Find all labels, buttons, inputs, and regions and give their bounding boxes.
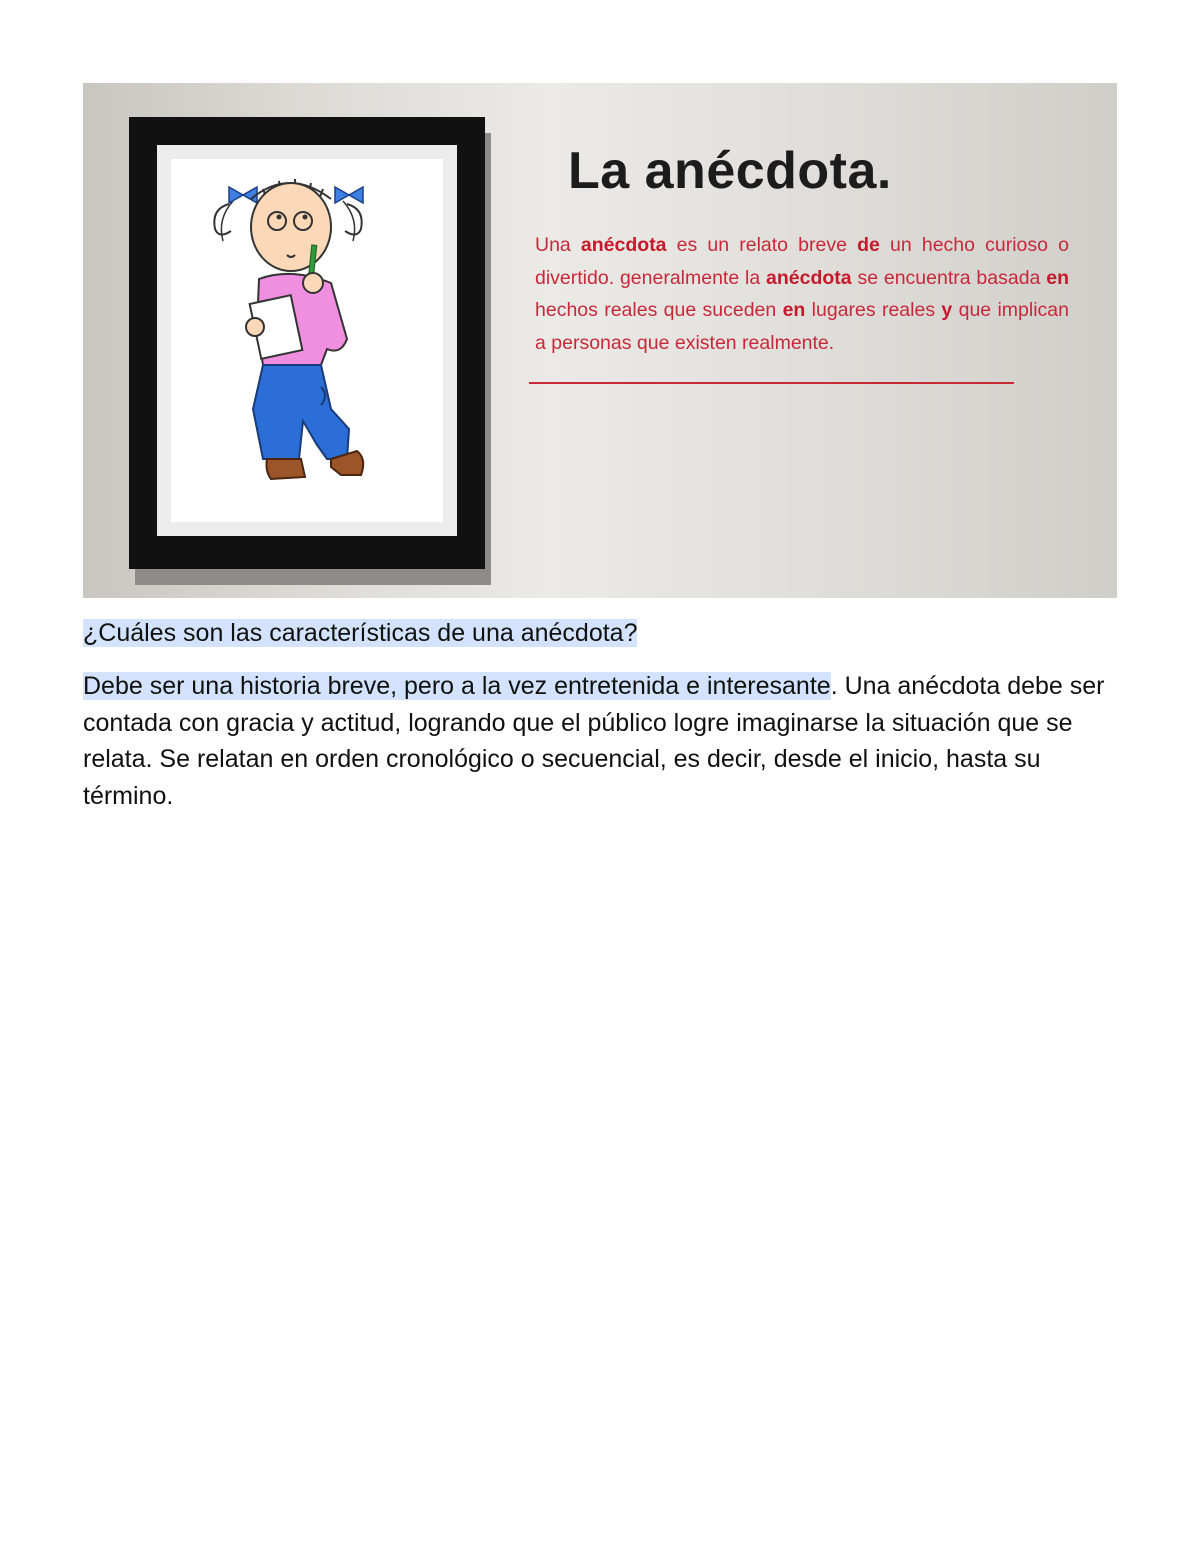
definition-part: que implican a personas que existen realmente. bbox=[535, 299, 1069, 354]
question-text: ¿Cuáles son las características de una anécdota? bbox=[83, 619, 638, 647]
definition-part: se encuentra basada bbox=[851, 266, 1047, 289]
definition-bold: y bbox=[941, 299, 953, 321]
girl-cartoon-icon bbox=[171, 159, 443, 522]
picture-frame bbox=[129, 117, 485, 569]
definition-part: Una bbox=[535, 234, 581, 256]
definition-part: es un relato breve bbox=[666, 234, 858, 256]
slide-title: La anécdota. bbox=[568, 142, 892, 200]
slide-image bbox=[83, 83, 1117, 598]
answer-highlighted: Debe ser una historia breve, pero a la vez entretenida e interesante bbox=[83, 672, 831, 700]
underline-rule bbox=[529, 382, 1014, 384]
definition-part: lugares reales bbox=[805, 299, 942, 321]
definition-part: hechos reales que suceden bbox=[535, 299, 783, 321]
answer-rest: . Una anécdota debe ser contada con gracia y actitud, logrando que el público logre imaginarse la situación que se relata. Se relatan en orden cronológico o secuencial, es decir, desde el inicio, hasta su término. bbox=[83, 672, 1105, 810]
definition-part: un hecho curioso o divertido. generalmente la bbox=[535, 234, 1069, 289]
definition-text bbox=[535, 229, 1069, 359]
question-heading bbox=[83, 617, 637, 649]
definition-bold: anécdota bbox=[580, 234, 667, 256]
definition-bold: de bbox=[857, 234, 880, 256]
answer-paragraph bbox=[83, 668, 1123, 814]
girl-illustration bbox=[171, 159, 443, 522]
definition-bold: anécdota bbox=[766, 266, 852, 289]
definition-bold: en bbox=[782, 299, 806, 321]
definition-bold: en bbox=[1046, 266, 1069, 289]
picture-mat bbox=[157, 145, 457, 536]
